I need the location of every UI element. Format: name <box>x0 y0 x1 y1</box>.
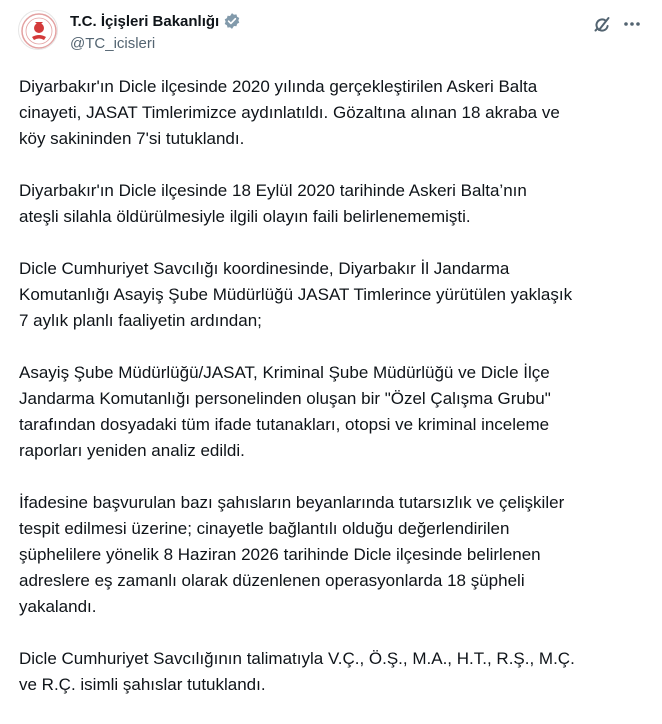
tweet-line: ve R.Ç. isimli şahıslar tutuklandı. <box>19 675 266 694</box>
tweet-line: raporları yeniden analiz edildi. <box>19 441 245 460</box>
author-names <box>70 11 241 52</box>
tweet-paragraph <box>19 490 645 620</box>
tweet-paragraph <box>19 178 645 230</box>
author-handle[interactable]: @TC_icisleri <box>70 35 156 52</box>
tweet-line: köy sakininden 7'si tutuklandı. <box>19 129 245 148</box>
tweet-line: ateşli silahla öldürülmesiyle ilgili olayın faili belirlenememişti. <box>19 207 471 226</box>
tweet-line: cinayeti, JASAT Timlerimizce aydınlatıldı. Gözaltına alınan 18 akraba ve <box>19 103 560 122</box>
tweet-line: Komutanlığı Asayiş Şube Müdürlüğü JASAT Timlerince yürütülen yaklaşık <box>19 285 573 304</box>
tweet-paragraph <box>19 74 645 152</box>
author-display-name[interactable]: T.C. İçişleri Bakanlığı <box>70 12 220 30</box>
grok-icon[interactable] <box>592 14 612 34</box>
tweet-line: 7 aylık planlı faaliyetin ardından; <box>19 311 262 330</box>
tweet-paragraph <box>19 646 645 698</box>
tweet-line: Diyarbakır'ın Dicle ilçesinde 2020 yılında gerçekleştirilen Askeri Balta <box>19 77 538 96</box>
tweet-paragraph <box>19 360 645 464</box>
tweet-line: Dicle Cumhuriyet Savcılığının talimatıyla V.Ç., Ö.Ş., M.A., H.T., R.Ş., M.Ç. <box>19 649 575 668</box>
verified-badge-icon[interactable] <box>223 12 241 30</box>
ministry-seal-icon[interactable] <box>18 10 58 50</box>
tweet-line: yakalandı. <box>19 597 97 616</box>
tweet-line: adreslere eş zamanlı olarak düzenlenen operasyonlarda 18 şüpheli <box>19 571 525 590</box>
more-icon[interactable] <box>622 14 642 34</box>
tweet-line: Asayiş Şube Müdürlüğü/JASAT, Kriminal Şube Müdürlüğü ve Dicle İlçe <box>19 363 550 382</box>
tweet-line: şüphelilere yönelik 8 Haziran 2026 tarihinde Dicle ilçesinde belirlenen <box>19 545 541 564</box>
tweet-line: Dicle Cumhuriyet Savcılığı koordinesinde, Diyarbakır İl Jandarma <box>19 259 510 278</box>
tweet-line: İfadesine başvurulan bazı şahısların beyanlarında tutarsızlık ve çelişkiler <box>19 493 565 512</box>
display-name-row <box>70 11 241 31</box>
tweet-line: tarafından dosyadaki tüm ifade tutanakları, otopsi ve kriminal inceleme <box>19 415 550 434</box>
tweet-line: Diyarbakır'ın Dicle ilçesinde 18 Eylül 2020 tarihinde Askeri Balta’nın <box>19 181 527 200</box>
tweet-text <box>19 74 645 724</box>
tweet-paragraph <box>19 256 645 334</box>
tweet-header <box>0 0 662 62</box>
tweet-line: Jandarma Komutanlığı personelinden oluşan bir "Özel Çalışma Grubu" <box>19 389 551 408</box>
tweet-line: tespit edilmesi üzerine; cinayetle bağlantılı olduğu değerlendirilen <box>19 519 510 538</box>
